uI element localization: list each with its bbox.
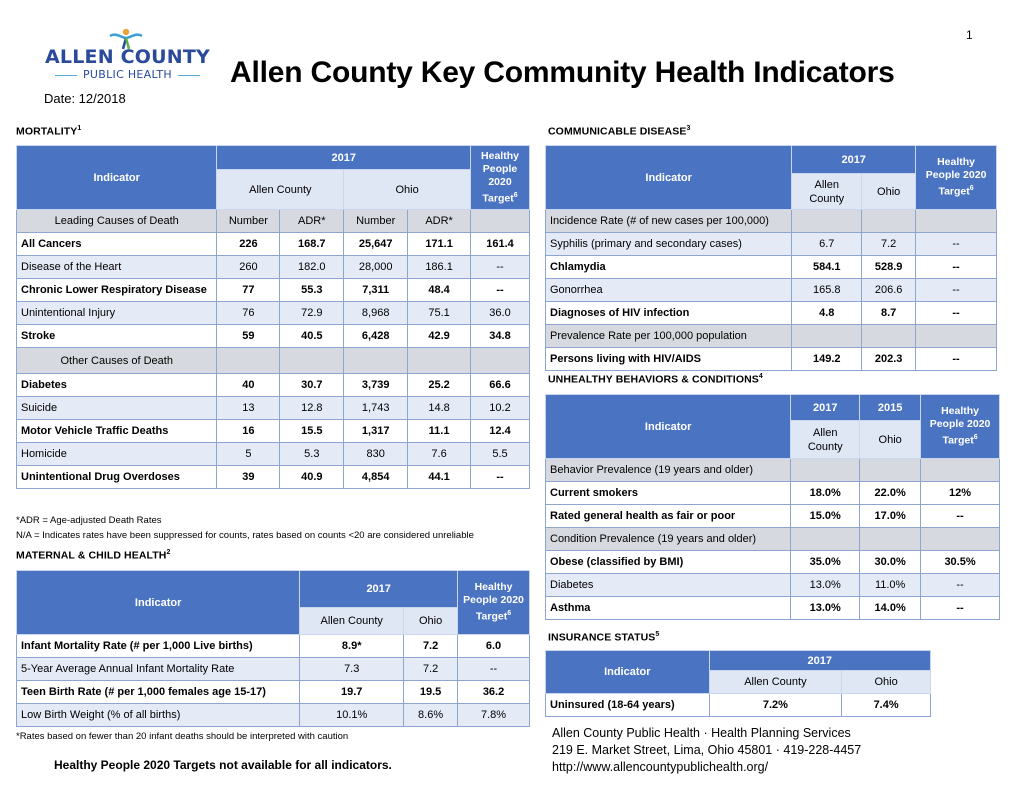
row-label: Obese (classified by BMI) [546,551,791,574]
cell-value: 10.1% [300,704,404,727]
cell-value: 7.6 [408,443,471,466]
cell-value: 40 [217,374,280,397]
logo-subtext: PUBLIC HEALTH [40,68,215,81]
cell-value: 7.2 [862,233,916,256]
page-title: Allen County Key Community Health Indicators [230,56,895,89]
contact-address: 219 E. Market Street, Lima, Ohio 45801 · 419-228-4457 [552,743,862,757]
cell-value: 36.2 [458,681,530,704]
table-row [17,635,530,658]
cell-value: 30.0% [860,551,921,574]
header-indicator: Indicator [17,146,217,210]
table-row [17,397,530,420]
col-empty [916,210,997,233]
cell-value: 528.9 [862,256,916,279]
table-row [546,482,1000,505]
cell-value: 10.2 [471,397,530,420]
cell-value: -- [471,279,530,302]
row-label: Current smokers [546,482,791,505]
cell-value: 4,854 [344,466,408,489]
cell-value: 8.9* [300,635,404,658]
header-ohio: Ohio [862,174,916,210]
behaviors-section-title: UNHEALTHY BEHAVIORS & CONDITIONS$^4$ [548,373,763,386]
header-year: 2017 [300,571,458,608]
table-row [546,233,997,256]
cell-value: 226 [217,233,280,256]
cell-value: 40.5 [280,325,344,348]
row-label: 5-Year Average Annual Infant Mortality Rate [17,658,300,681]
cell-value: 171.1 [408,233,471,256]
header-hp-target: Healthy People 2020 Target$^6$ [458,571,530,635]
cell-value: 186.1 [408,256,471,279]
prevalence-label: Prevalence Rate per 100,000 population [546,325,792,348]
row-label: Stroke [17,325,217,348]
cell-value: 1,743 [344,397,408,420]
contact-url[interactable]: http://www.allencountypublichealth.org/ [552,760,769,774]
cell-value: 161.4 [471,233,530,256]
table-row [546,505,1000,528]
table-row [546,597,1000,620]
cell-value: 5 [217,443,280,466]
row-label: Teen Birth Rate (# per 1,000 females age 15-17) [17,681,300,704]
maternal-table [16,570,530,727]
col-empty [921,459,1000,482]
table-row [17,658,530,681]
table-row [17,233,530,256]
cell-value: 15.0% [791,505,860,528]
insurance-section-title: INSURANCE STATUS$^5$ [548,631,660,644]
row-label: Diabetes [546,574,791,597]
cell-value: -- [921,574,1000,597]
cell-value: 48.4 [408,279,471,302]
cell-value: -- [916,348,997,371]
row-label: Disease of the Heart [17,256,217,279]
page-number: 1 [966,28,973,42]
col-empty [792,325,862,348]
adr-note: *ADR = Age-adjusted Death Rates [16,515,162,526]
cell-value: -- [471,256,530,279]
header-indicator: Indicator [546,146,792,210]
cell-value: 6.7 [792,233,862,256]
cell-value: 182.0 [280,256,344,279]
table-row [546,551,1000,574]
header-indicator: Indicator [546,651,710,694]
communicable-section-title: COMMUNICABLE DISEASE$^3$ [548,125,691,138]
cell-value: 11.1 [408,420,471,443]
table-row [17,704,530,727]
behavior-label: Behavior Prevalence (19 years and older) [546,459,791,482]
cell-value: 8,968 [344,302,408,325]
row-label: Diabetes [17,374,217,397]
col-empty [862,325,916,348]
cell-value: 59 [217,325,280,348]
cell-value: 16 [217,420,280,443]
row-label: Motor Vehicle Traffic Deaths [17,420,217,443]
row-label: Syphilis (primary and secondary cases) [546,233,792,256]
infant-death-note: *Rates based on fewer than 20 infant deaths should be interpreted with caution [16,731,349,742]
cell-value: 3,739 [344,374,408,397]
cell-value: 30.7 [280,374,344,397]
cell-value: 202.3 [862,348,916,371]
cell-value: 42.9 [408,325,471,348]
cell-value: 7.2 [404,658,458,681]
header-hp-target: Healthy People 2020 Target$^6$ [471,146,530,210]
table-row [17,420,530,443]
col-empty [791,459,860,482]
cell-value: 25.2 [408,374,471,397]
cell-value: 7.8% [458,704,530,727]
contact-org: Allen County Public Health · Health Planning Services [552,726,851,740]
row-label: Rated general health as fair or poor [546,505,791,528]
cell-value: 830 [344,443,408,466]
maternal-section-title: MATERNAL & CHILD HEALTH$^2$ [16,549,171,562]
table-row [17,302,530,325]
col-empty [860,528,921,551]
cell-value: 13 [217,397,280,420]
cell-value: 77 [217,279,280,302]
cell-value: 8.7 [862,302,916,325]
cell-value: 13.0% [791,574,860,597]
header-allen-county: Allen County [217,170,344,210]
report-date: Date: 12/2018 [44,91,126,106]
cell-value: 30.5% [921,551,1000,574]
cell-value: 17.0% [860,505,921,528]
col-empty [921,528,1000,551]
cell-value: 39 [217,466,280,489]
header-hp-target: Healthy People 2020 Target$^6$ [916,146,997,210]
row-label: Persons living with HIV/AIDS [546,348,792,371]
col-empty [916,325,997,348]
header-year-2017: 2017 [791,395,860,421]
communicable-table [545,145,997,371]
col-empty [860,459,921,482]
cell-value: 25,647 [344,233,408,256]
header-year: 2017 [217,146,471,170]
cell-value: 4.8 [792,302,862,325]
cell-value: 584.1 [792,256,862,279]
header-hp-target: Healthy People 2020 Target$^6$ [921,395,1000,459]
cell-value: 76 [217,302,280,325]
cell-value: 35.0% [791,551,860,574]
cell-value: 34.8 [471,325,530,348]
row-label: Infant Mortality Rate (# per 1,000 Live births) [17,635,300,658]
header-ohio: Ohio [842,671,931,694]
contact-block [552,725,861,776]
header-year: 2017 [709,651,930,671]
row-label: All Cancers [17,233,217,256]
table-row [546,302,997,325]
cell-value: 22.0% [860,482,921,505]
col-empty [862,210,916,233]
cell-value: 66.6 [471,374,530,397]
cell-value: 13.0% [791,597,860,620]
col-empty [217,348,280,374]
row-label: Suicide [17,397,217,420]
cell-value: 28,000 [344,256,408,279]
header-ohio: Ohio [860,421,921,459]
cell-value: 14.8 [408,397,471,420]
row-label: Unintentional Drug Overdoses [17,466,217,489]
col-empty [791,528,860,551]
cell-value: 8.6% [404,704,458,727]
cell-value: 18.0% [791,482,860,505]
col-empty [792,210,862,233]
col-number: Number [217,210,280,233]
cell-value: 40.9 [280,466,344,489]
table-row [17,325,530,348]
header-allen-county: Allen County [792,174,862,210]
table-row [17,466,530,489]
na-note: N/A = Indicates rates have been suppressed for counts, rates based on counts <20 are considered unreliable [16,530,474,541]
cell-value: -- [471,466,530,489]
cell-value: -- [458,658,530,681]
header-year: 2017 [792,146,916,174]
cell-value: 168.7 [280,233,344,256]
header-allen-county: Allen County [709,671,842,694]
col-empty [408,348,471,374]
col-empty [471,210,530,233]
behaviors-table [545,394,1000,620]
header-ohio: Ohio [344,170,471,210]
cell-value: 7.2% [709,694,842,717]
cell-value: 11.0% [860,574,921,597]
row-label: Chronic Lower Respiratory Disease [17,279,217,302]
table-row [546,574,1000,597]
cell-value: 7.4% [842,694,931,717]
mortality-table [16,145,530,489]
header-allen-county: Allen County [791,421,860,459]
cell-value: 7.3 [300,658,404,681]
logo-text: ALLEN COUNTY [45,46,210,68]
cell-value: 19.7 [300,681,404,704]
table-row [546,279,997,302]
cell-value: 6.0 [458,635,530,658]
row-label: Diagnoses of HIV infection [546,302,792,325]
cell-value: 36.0 [471,302,530,325]
cell-value: -- [916,256,997,279]
header-indicator: Indicator [17,571,300,635]
cell-value: 5.3 [280,443,344,466]
cell-value: 7,311 [344,279,408,302]
table-row [17,279,530,302]
col-adr: ADR* [280,210,344,233]
row-label: Homicide [17,443,217,466]
cell-value: 15.5 [280,420,344,443]
insurance-table [545,650,931,717]
cell-value: 7.2 [404,635,458,658]
col-empty [344,348,408,374]
table-row [546,348,997,371]
table-row [17,374,530,397]
row-label: Uninsured (18-64 years) [546,694,710,717]
cell-value: 149.2 [792,348,862,371]
cell-value: 165.8 [792,279,862,302]
leading-causes-label: Leading Causes of Death [17,210,217,233]
row-label: Low Birth Weight (% of all births) [17,704,300,727]
cell-value: 14.0% [860,597,921,620]
row-label: Chlamydia [546,256,792,279]
row-label: Unintentional Injury [17,302,217,325]
table-row [17,443,530,466]
col-adr: ADR* [408,210,471,233]
row-label: Asthma [546,597,791,620]
table-row [546,694,931,717]
cell-value: 12% [921,482,1000,505]
cell-value: 1,317 [344,420,408,443]
cell-value: 75.1 [408,302,471,325]
row-label: Gonorrhea [546,279,792,302]
table-row [17,256,530,279]
table-row [546,256,997,279]
cell-value: -- [921,505,1000,528]
cell-value: 44.1 [408,466,471,489]
cell-value: -- [916,302,997,325]
cell-value: 19.5 [404,681,458,704]
col-empty [471,348,530,374]
cell-value: 6,428 [344,325,408,348]
condition-label: Condition Prevalence (19 years and older) [546,528,791,551]
cell-value: 206.6 [862,279,916,302]
cell-value: 12.4 [471,420,530,443]
hp-availability-note: Healthy People 2020 Targets not available for all indicators. [54,758,392,772]
incidence-label: Incidence Rate (# of new cases per 100,000) [546,210,792,233]
header-indicator: Indicator [546,395,791,459]
cell-value: 12.8 [280,397,344,420]
col-empty [280,348,344,374]
header-allen-county: Allen County [300,608,404,635]
cell-value: 5.5 [471,443,530,466]
cell-value: 260 [217,256,280,279]
header-year-2015: 2015 [860,395,921,421]
col-number: Number [344,210,408,233]
cell-value: 55.3 [280,279,344,302]
allen-county-logo [40,28,220,86]
header-ohio: Ohio [404,608,458,635]
cell-value: -- [921,597,1000,620]
cell-value: 72.9 [280,302,344,325]
other-causes-label: Other Causes of Death [17,348,217,374]
table-row [17,681,530,704]
mortality-section-title: MORTALITY$^1$ [16,125,82,138]
cell-value: -- [916,279,997,302]
cell-value: -- [916,233,997,256]
